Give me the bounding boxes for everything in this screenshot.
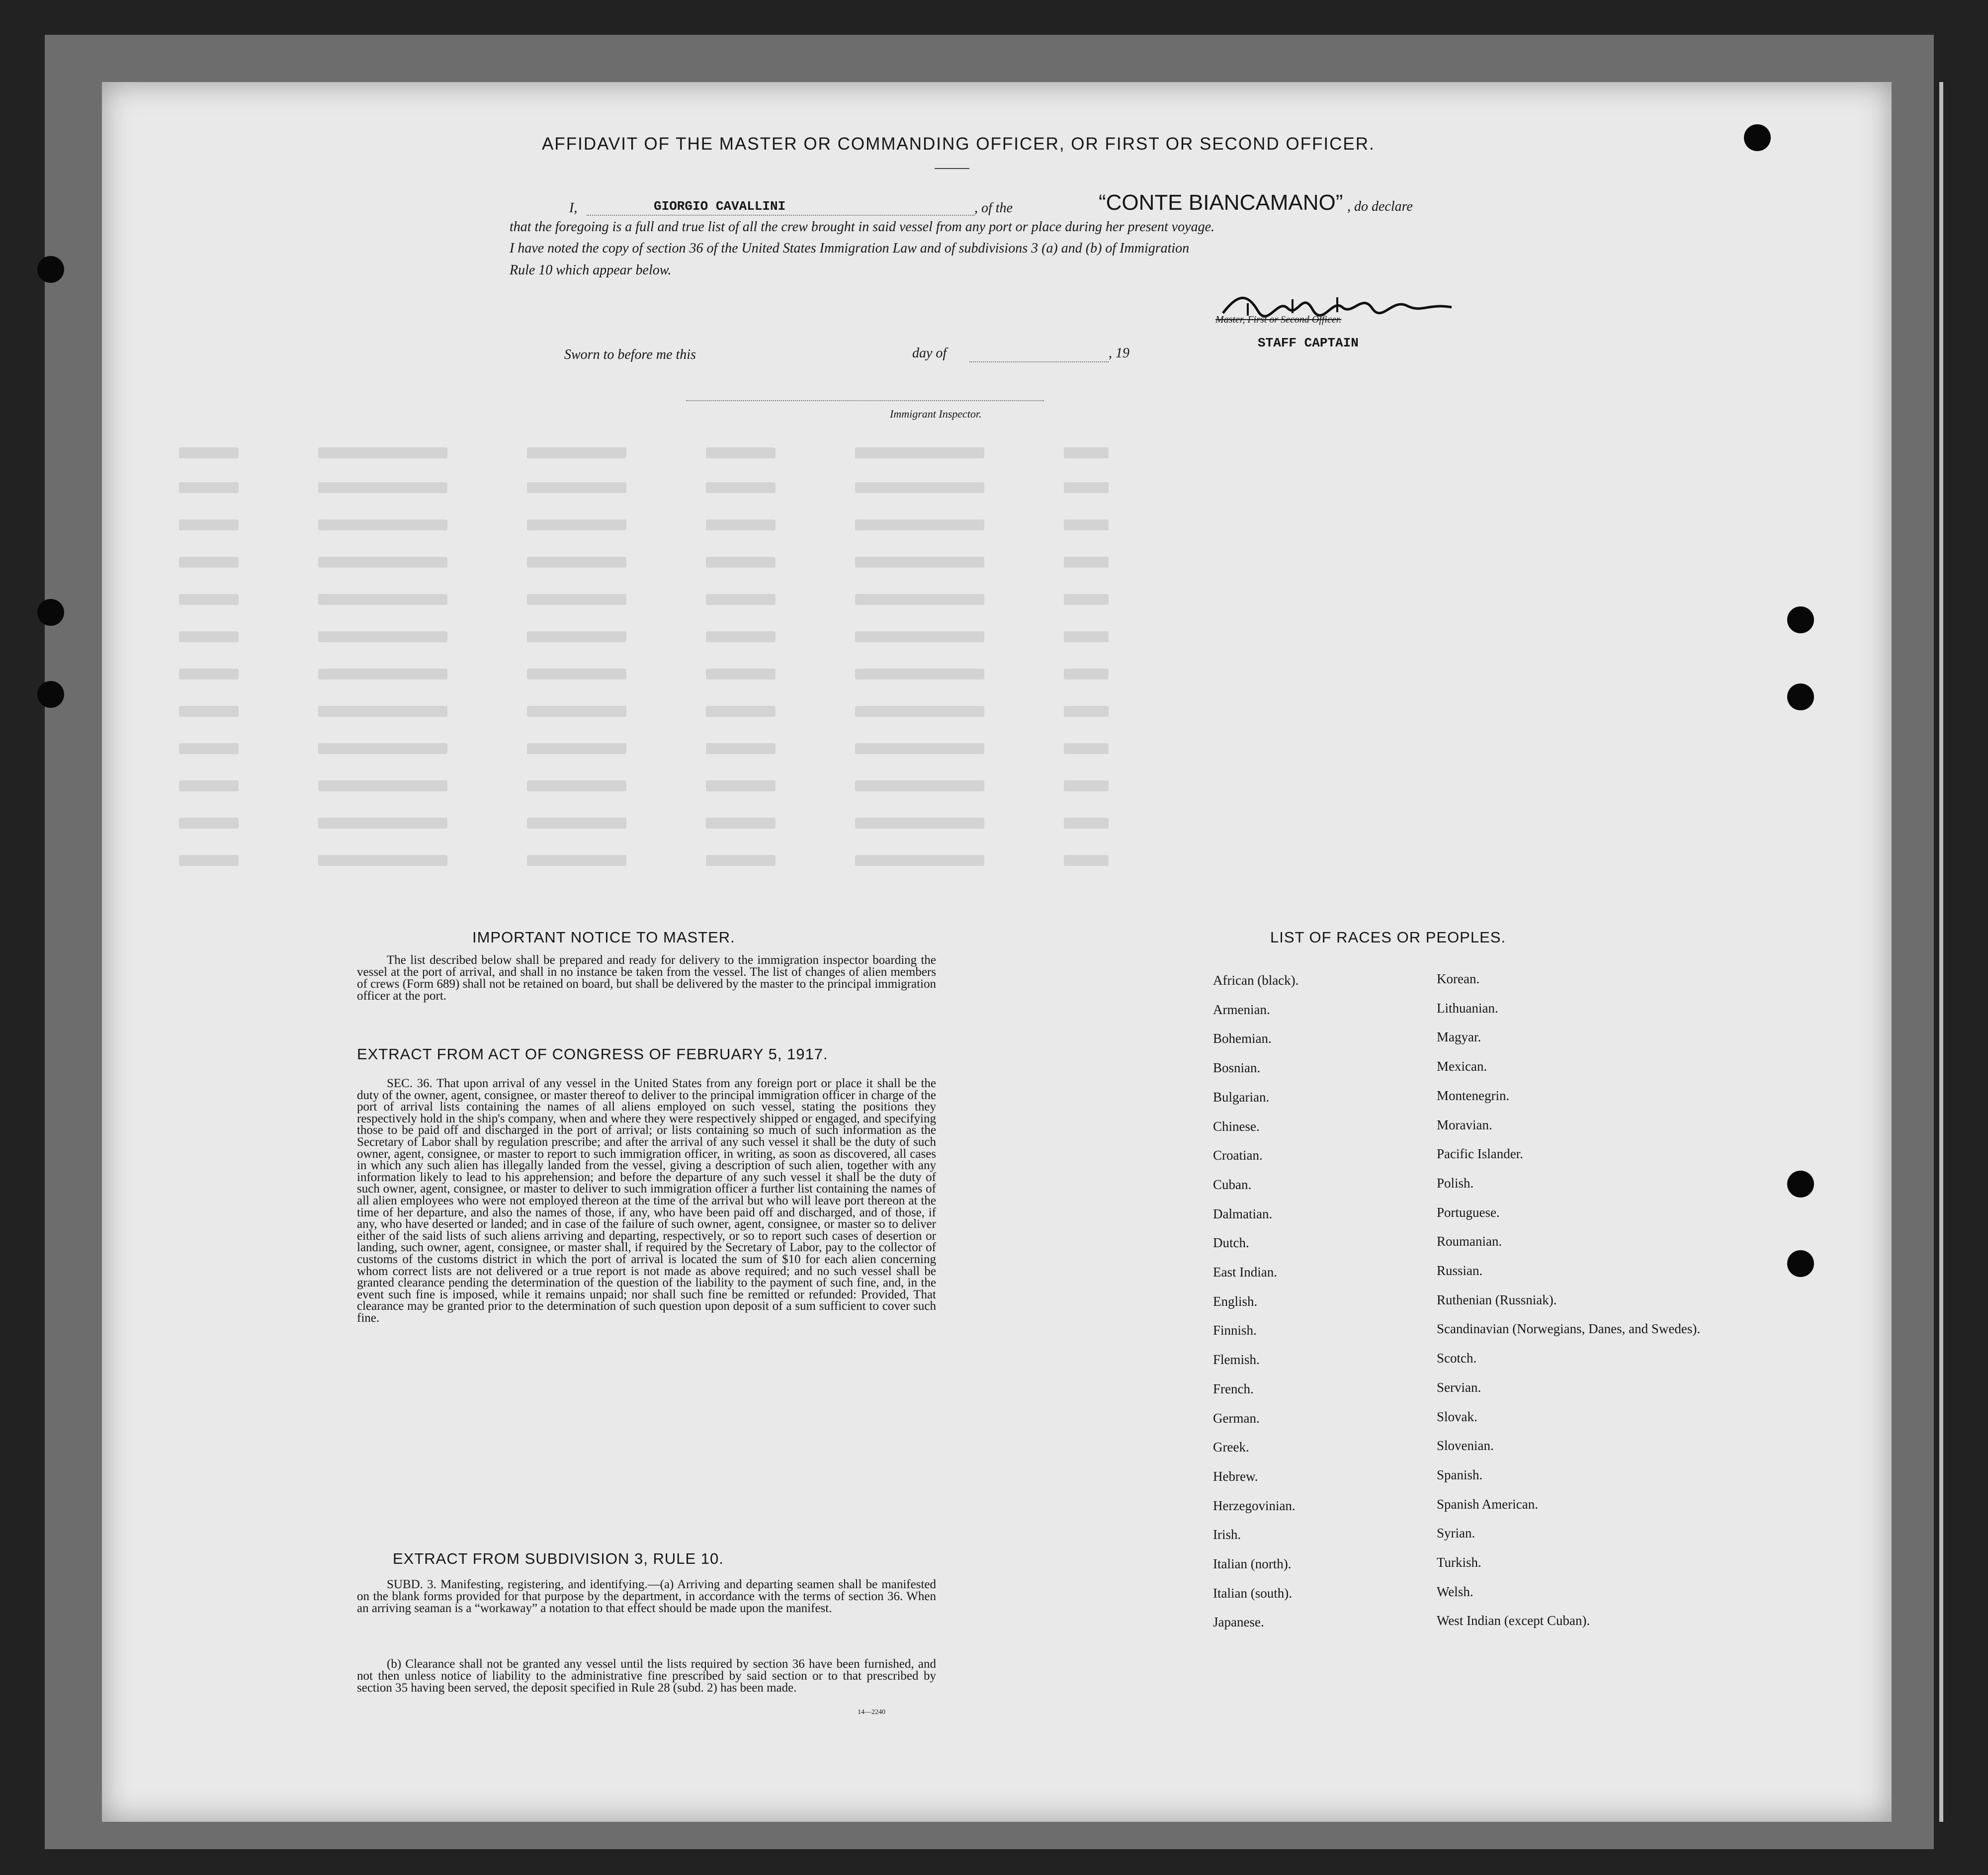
- vessel-name: “CONTE BIANCAMANO”: [1099, 190, 1343, 215]
- race-item: French.: [1213, 1381, 1254, 1396]
- rule-extract-body-a: SUBD. 3. Manifesting, registering, and identifying.—(a) Arriving and departing seamen shall be manifested on the blank forms provided for that purpose by the department, in accordance with the terms of section 36. When an arriving seaman is a “workaway” a notation to that effect should be made upon the manifest.: [357, 1578, 936, 1615]
- race-item: Welsh.: [1437, 1584, 1473, 1599]
- bleed-through-row: [179, 743, 1819, 760]
- race-item: Mexican.: [1437, 1059, 1487, 1074]
- race-item: Lithuanian.: [1437, 1000, 1498, 1016]
- races-left-column: [1213, 966, 1298, 1637]
- inspector-signature-line: [686, 400, 1044, 402]
- act-extract-title: EXTRACT FROM ACT OF CONGRESS OF FEBRUARY 5, 1917.: [357, 1045, 828, 1063]
- race-item: Slovenian.: [1437, 1438, 1494, 1453]
- bleed-through-row: [179, 519, 1819, 536]
- day-of-line: [969, 361, 1109, 363]
- race-item: Spanish American.: [1437, 1496, 1538, 1512]
- race-item: Montenegrin.: [1437, 1088, 1510, 1103]
- race-item: Bosnian.: [1213, 1060, 1261, 1076]
- race-item: Herzegovinian.: [1213, 1498, 1296, 1513]
- race-item: Irish.: [1213, 1527, 1241, 1542]
- inspector-label: Immigrant Inspector.: [890, 408, 982, 420]
- act-extract-body: SEC. 36. That upon arrival of any vessel in the United States from any foreign port or place it shall be the duty of the owner, agent, consignee, or master thereof to deliver to the principal immigration officer in charge of the port of arrival lists containing the names of all aliens employed on such vessel, stating the positions they respectively hold in the ship's company, when and where they were respectively shipped or engaged, and specifying those to be paid off and discharged in the port of arrival; or lists containing so much of such information as the Secretary of Labor shall by regulation prescribe; and after the arrival of any such vessel it shall be the duty of such owner, agent, consignee, or master to report to such immigration officer, in writing, as soon as discovered, all cases in which any such alien has illegally landed from the vessel, giving a description of such alien, together with any information likely to lead to his apprehension; and before the departure of any such vessel it shall be the duty of such owner, agent, consignee, or master to deliver to such immigration officer a further list containing the names of all alien employees who were not employed thereon at the time of the arrival but who will leave port thereon at the time of her departure, and also the names of those, if any, who have been paid off and discharged, and of those, if any, who have deserted or landed; and in case of the failure of such owner, agent, consignee, or master so to deliver either of the said lists of such aliens arriving and departing, respectively, or so to report such cases of desertion or landing, such owner, agent, consignee, or master shall, if required by the Secretary of Labor, pay to the collector of customs of the customs district in which the port of arrival is located the sum of $10 for each alien concerning whom correct lists are not delivered or a true report is not made as above required; and no such vessel shall be granted clearance pending the determination of the question of the liability to the payment of such fine, and, in the event such fine is imposed, while it remains unpaid; nor shall such fine be remitted or refunded: Provided, That clearance may be granted prior to the determination of such question upon deposit of a sum sufficient to cover such fine.: [357, 1077, 936, 1325]
- race-item: Ruthenian (Russniak).: [1437, 1292, 1557, 1307]
- race-item: Servian.: [1437, 1379, 1481, 1395]
- race-item: Finnish.: [1213, 1323, 1257, 1338]
- race-item: Croatian.: [1213, 1148, 1263, 1163]
- race-item: Bohemian.: [1213, 1031, 1272, 1046]
- bleed-through-row: [179, 855, 1819, 872]
- race-item: Armenian.: [1213, 1002, 1270, 1017]
- declaration-line-1: that the foregoing is a full and true list of all the crew brought in said vessel from any port or place during her present voyage.: [510, 219, 1215, 235]
- day-of-label: day of: [912, 345, 947, 361]
- race-item: Turkish.: [1437, 1555, 1481, 1570]
- bleed-through-row: [179, 482, 1819, 499]
- race-item: English.: [1213, 1293, 1258, 1309]
- races-right-column: [1437, 964, 1700, 1635]
- form-number: 14—2240: [858, 1708, 885, 1716]
- race-item: German.: [1213, 1410, 1260, 1426]
- race-item: Scotch.: [1437, 1351, 1477, 1366]
- bleed-through-row: [179, 631, 1819, 648]
- punch-hole: [37, 599, 64, 626]
- race-item: Flemish.: [1213, 1352, 1260, 1367]
- race-item: Russian.: [1437, 1263, 1483, 1278]
- punch-hole: [37, 681, 64, 708]
- bleed-through-row: [179, 594, 1819, 611]
- of-the-label: , of the: [974, 200, 1013, 216]
- bleed-through-row: [179, 557, 1819, 574]
- race-item: West Indian (except Cuban).: [1437, 1613, 1590, 1628]
- affidavit-title: AFFIDAVIT OF THE MASTER OR COMMANDING OFFICER, OR FIRST OR SECOND OFFICER.: [542, 134, 1375, 154]
- race-item: Spanish.: [1437, 1467, 1483, 1482]
- page-stack-edge: [1939, 82, 1943, 1822]
- officer-name: GIORGIO CAVALLINI: [654, 199, 786, 214]
- punch-hole: [37, 256, 64, 283]
- race-item: Korean.: [1437, 971, 1480, 986]
- race-item: Cuban.: [1213, 1177, 1252, 1192]
- race-item: Slovak.: [1437, 1409, 1477, 1424]
- declaration-line-3: Rule 10 which appear below.: [510, 262, 672, 278]
- bleed-through-row: [179, 447, 1819, 464]
- punch-hole: [1744, 124, 1771, 151]
- races-title: LIST OF RACES OR PEOPLES.: [1270, 929, 1506, 946]
- race-item: East Indian.: [1213, 1265, 1277, 1280]
- race-item: Greek.: [1213, 1440, 1249, 1455]
- race-item: Portuguese.: [1437, 1204, 1500, 1220]
- sworn-label: Sworn to before me this: [564, 347, 696, 362]
- race-item: Polish.: [1437, 1175, 1474, 1191]
- race-item: Syrian.: [1437, 1526, 1475, 1541]
- race-item: Hebrew.: [1213, 1468, 1258, 1484]
- do-declare-label: , do declare: [1347, 199, 1413, 214]
- bleed-through-row: [179, 669, 1819, 685]
- race-item: African (black).: [1213, 973, 1299, 988]
- race-item: Dalmatian.: [1213, 1206, 1273, 1221]
- race-item: Bulgarian.: [1213, 1089, 1270, 1105]
- bleed-through-row: [179, 706, 1819, 723]
- punch-hole: [1787, 1171, 1814, 1197]
- race-item: Roumanian.: [1437, 1234, 1502, 1249]
- rule-extract-title: EXTRACT FROM SUBDIVISION 3, RULE 10.: [393, 1550, 724, 1567]
- notice-body: The list described below shall be prepared and ready for delivery to the immigration inspector boarding the vessel at the port of arrival, and shall in no instance be taken from the vessel. The list of changes of alien members of crews (Form 689) shall not be retained on board, but shall be delivered by the master to the principal immigration officer at the port.: [357, 953, 936, 1003]
- race-item: Dutch.: [1213, 1235, 1249, 1251]
- race-item: Scandinavian (Norwegians, Danes, and Swedes).: [1437, 1321, 1701, 1337]
- race-item: Italian (north).: [1213, 1556, 1292, 1572]
- race-item: Moravian.: [1437, 1117, 1492, 1132]
- i-label: I,: [569, 200, 578, 216]
- bleed-through-row: [179, 818, 1819, 835]
- officer-name-line: [587, 215, 974, 217]
- title-underline: [935, 168, 969, 169]
- race-item: Chinese.: [1213, 1118, 1260, 1134]
- rule-extract-body-b: (b) Clearance shall not be granted any vessel until the lists required by section 36 have been furnished, and not then unless notice of liability to the administrative fine prescribed by said section or to that prescribed by section 35 having been served, the deposit specified in Rule 28 (subd. 2) has been made.: [357, 1657, 936, 1695]
- race-item: Pacific Islander.: [1437, 1146, 1523, 1162]
- year-label: , 19: [1109, 345, 1129, 361]
- declaration-line-2: I have noted the copy of section 36 of the United States Immigration Law and of subdivisions 3 (a) and (b) of Immigration: [510, 241, 1190, 256]
- punch-hole: [1787, 1250, 1814, 1277]
- race-item: Italian (south).: [1213, 1585, 1292, 1601]
- signature-caption: Master, First or Second Officer.: [1215, 314, 1342, 325]
- notice-title: IMPORTANT NOTICE TO MASTER.: [472, 929, 735, 946]
- signer-title: STAFF CAPTAIN: [1258, 336, 1359, 350]
- bleed-through-row: [179, 780, 1819, 797]
- race-item: Japanese.: [1213, 1615, 1264, 1630]
- race-item: Magyar.: [1437, 1029, 1481, 1045]
